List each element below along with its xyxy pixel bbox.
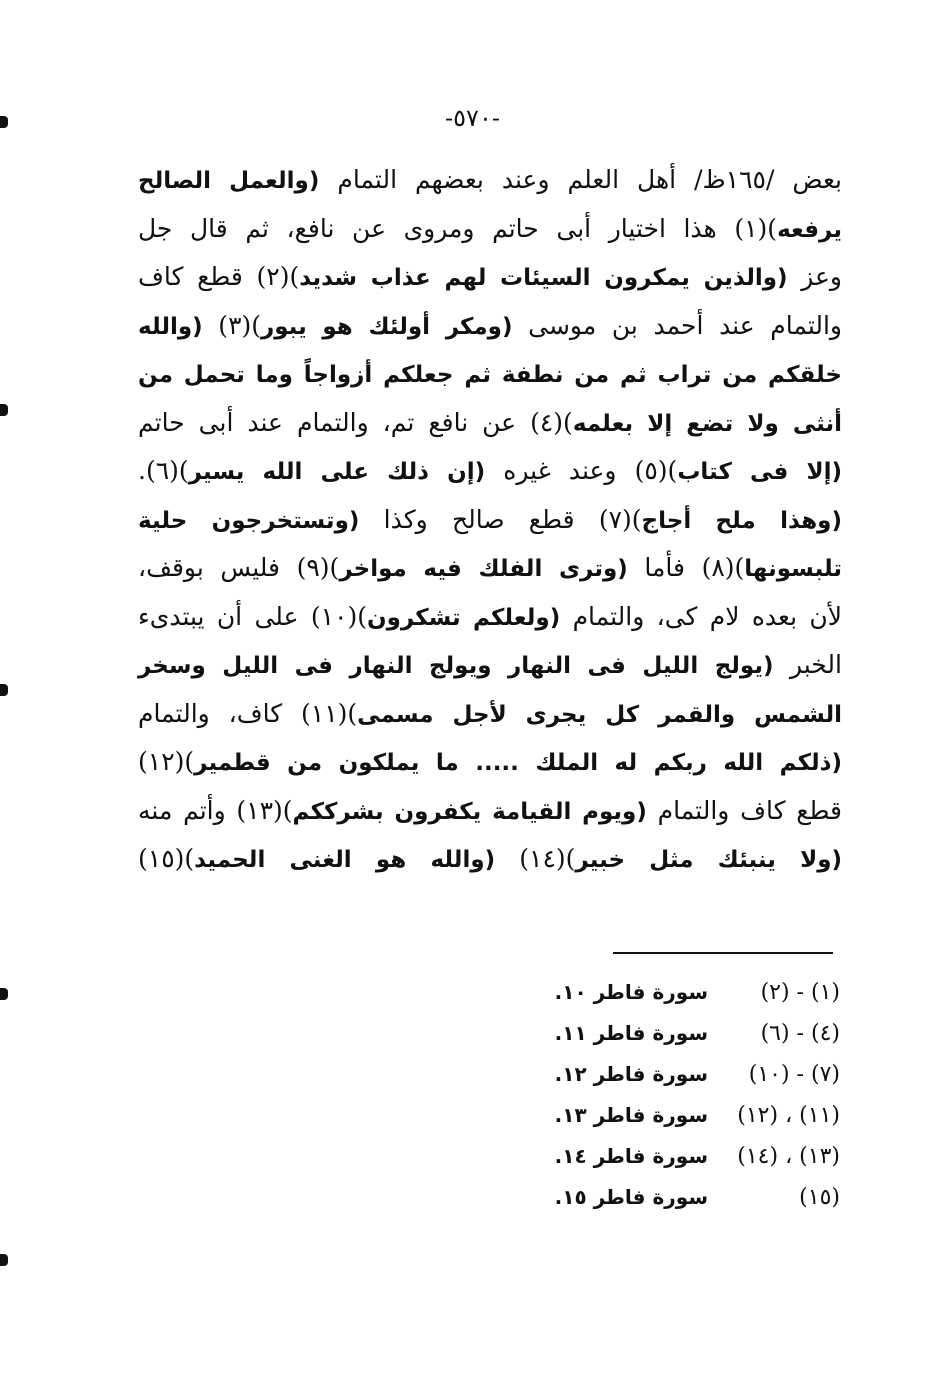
- footnote-ref: (١٣) ، (١٤): [737, 1144, 840, 1169]
- commentary-text: )(١) هذا اختيار أبى حاتم ومروى عن نافع، ثم قال جل: [138, 213, 778, 243]
- quran-quote: (ومكر أولئك هو يبور: [261, 313, 513, 340]
- quran-quote: (ولعلكم تشكرون: [366, 604, 561, 631]
- commentary-text: )(٢) قطع كاف: [138, 262, 300, 291]
- footnote-item: [500, 1136, 840, 1177]
- text-line: [138, 544, 842, 593]
- commentary-text: )(٥) وعند غيره: [485, 456, 678, 485]
- quran-quote: يرفعه: [777, 216, 842, 243]
- footnote-item: [500, 972, 840, 1013]
- text-line: [138, 496, 842, 545]
- commentary-text: )(٧) قطع صالح وكذا: [359, 504, 642, 534]
- scan-margin-mark: [0, 988, 8, 1000]
- quran-quote: خلقكم من تراب ثم من نطفة ثم جعلكم أزواجاً وما تحمل من: [138, 362, 842, 388]
- scan-margin-mark: [0, 404, 8, 416]
- text-line: [138, 302, 842, 351]
- footnote-source: سورة فاطر ١١.: [554, 1021, 708, 1045]
- text-line: [138, 593, 842, 642]
- footnote-source: سورة فاطر ١٣.: [554, 1103, 708, 1127]
- commentary-text: )(٤) عن نافع تم، والتمام عند أبى حاتم: [138, 407, 573, 437]
- quran-quote: (إن ذلك على الله يسير: [188, 459, 486, 485]
- quran-quote: (وترى الفلك فيه مواخر: [339, 556, 628, 582]
- quran-quote: (وتستخرجون حلية: [138, 507, 360, 534]
- page-number: -٥٧٠-: [445, 104, 500, 132]
- main-text: [138, 156, 842, 884]
- footnote-source: سورة فاطر ١٢.: [554, 1062, 708, 1086]
- quran-quote: (إلا فى كتاب: [677, 459, 842, 485]
- quran-quote: (والذين يمكرون السيئات لهم عذاب شديد: [299, 265, 788, 291]
- text-line: [138, 253, 842, 302]
- footnote-divider: [613, 952, 833, 954]
- quran-quote: (ولا ينبئك مثل خبير: [575, 847, 843, 873]
- commentary-text: )(١٢): [138, 747, 195, 776]
- text-line: [138, 738, 842, 787]
- scan-margin-mark: [0, 684, 8, 696]
- quran-quote: الشمس والقمر كل يجرى لأجل مسمى: [357, 701, 842, 728]
- quran-quote: (والله: [138, 313, 203, 340]
- quran-quote: (ويوم القيامة يكفرون بشرككم: [292, 798, 647, 825]
- footnote-item: [500, 1177, 840, 1218]
- commentary-text: قطع كاف والتمام: [646, 795, 842, 825]
- footnote-source: سورة فاطر ١٤.: [554, 1144, 708, 1168]
- commentary-text: )(١٤): [495, 844, 576, 873]
- footnote-item: [500, 1054, 840, 1095]
- commentary-text: بعض /١٦٥ظ/ أهل العلم وعند بعضهم التمام: [319, 165, 842, 194]
- commentary-text: )(١٠) على أن يبتدىء: [138, 601, 367, 631]
- footnote-item: [500, 1095, 840, 1136]
- text-line: [138, 641, 842, 690]
- commentary-text: الخبر: [773, 650, 842, 679]
- footnote-source: سورة فاطر ١٠.: [554, 980, 708, 1004]
- commentary-text: )(١٣) وأتم منه: [138, 795, 293, 825]
- quran-quote: (وهذا ملح أجاج: [641, 507, 842, 534]
- text-line: [138, 350, 842, 399]
- text-line: [138, 399, 842, 448]
- commentary-text: )(١١) كاف، والتمام: [138, 698, 358, 728]
- quran-quote: (والله هو الغنى الحميد: [194, 847, 496, 873]
- text-line: [138, 835, 842, 884]
- footnotes: [500, 972, 840, 1218]
- text-line: [138, 787, 842, 836]
- commentary-text: والتمام عند أحمد بن موسى: [512, 310, 843, 340]
- quran-quote: أنثى ولا تضع إلا بعلمه: [572, 410, 843, 437]
- quran-quote: (يولج الليل فى النهار ويولج النهار فى الليل وسخر: [138, 653, 774, 679]
- quran-quote: تلبسونها: [744, 556, 842, 582]
- quran-quote: (ذلكم الله ربكم له الملك ..... ما يملكون من قطمير: [194, 750, 842, 776]
- scan-margin-mark: [0, 1254, 8, 1266]
- scan-margin-mark: [0, 116, 8, 128]
- commentary-text: )(٩) فليس بوقف،: [138, 553, 340, 582]
- quran-quote: (والعمل الصالح: [138, 168, 320, 194]
- text-line: [138, 156, 842, 205]
- commentary-text: وعز: [787, 262, 842, 291]
- footnote-ref: (١٥): [799, 1185, 840, 1210]
- commentary-text: )(٣): [202, 310, 262, 340]
- footnote-ref: (٤) - (٦): [760, 1021, 840, 1046]
- commentary-text: لأن بعده لام كى، والتمام: [560, 601, 843, 631]
- footnote-item: [500, 1013, 840, 1054]
- text-line: [138, 205, 842, 254]
- footnote-ref: (١) - (٢): [760, 980, 840, 1005]
- footnote-source: سورة فاطر ١٥.: [554, 1185, 708, 1209]
- footnote-ref: (١١) ، (١٢): [737, 1103, 840, 1128]
- text-line: [138, 690, 842, 739]
- commentary-text: )(٨) فأما: [627, 553, 745, 582]
- footnote-ref: (٧) - (١٠): [748, 1062, 840, 1087]
- commentary-text: )(٦).: [138, 456, 189, 485]
- text-line: [138, 447, 842, 496]
- commentary-text: )(١٥): [138, 844, 195, 873]
